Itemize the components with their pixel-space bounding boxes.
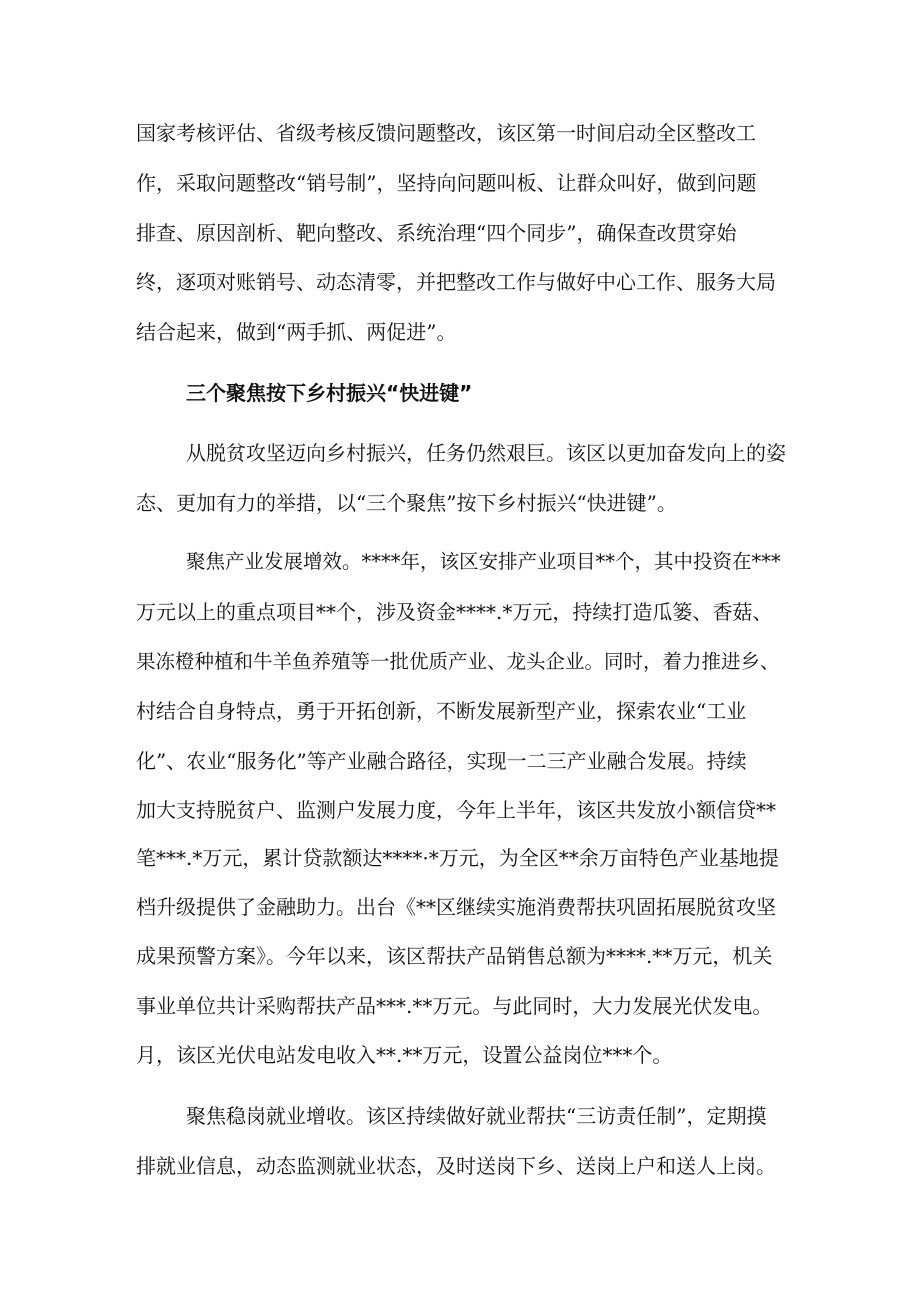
- paragraph-3-line-5: 化”、农业“服务化”等产业融合路径，实现一二三产业融合发展。持续: [136, 749, 747, 773]
- paragraph-3-line-2: 万元以上的重点项目**个，涉及资金****.*万元，持续打造瓜篓、香菇、: [136, 600, 773, 624]
- paragraph-2-line-2: 态、更加有力的举措，以“三个聚焦”按下乡村振兴“快进键”。: [136, 491, 677, 515]
- paragraph-1-line-5: 结合起来，做到“两手抓、两促进”。: [136, 320, 457, 344]
- paragraph-1-line-1: 国家考核评估、省级考核反馈问题整改，该区第一时间启动全区整改工: [136, 121, 756, 145]
- paragraph-1-line-3: 排查、原因剖析、靶向整改、系统治理“四个同步”，确保查改贯穿始: [136, 221, 737, 245]
- paragraph-3-line-10: 事业单位共计采购帮扶产品***.**万元。与此同时，大力发展光伏发电。: [136, 994, 773, 1018]
- paragraph-3-line-3: 果冻橙种植和牛羊鱼养殖等一批优质产业、龙头企业。同时，着力推进乡、: [136, 650, 780, 673]
- paragraph-2-line-1: 从脱贫攻坚迈向乡村振兴，任务仍然艰巨。该区以更加奋发向上的姿: [186, 441, 786, 465]
- paragraph-3-line-11: 月，该区光伏电站发电收入**.**万元，设置公益岗位***个。: [136, 1043, 673, 1067]
- paragraph-3-line-1: 聚焦产业发展增效。****年，该区安排产业项目**个，其中投资在***: [186, 550, 781, 573]
- paragraph-4-line-2: 排就业信息，动态监测就业状态，及时送岗下乡、送岗上户和送人上岗。: [136, 1154, 776, 1178]
- paragraph-3-line-6: 加大支持脱贫户、监测户发展力度，今年上半年，该区共发放小额信贷**: [136, 798, 776, 822]
- section-heading: 三个聚焦按下乡村振兴“快进键”: [186, 381, 473, 405]
- paragraph-3-line-9: 成果预警方案》。今年以来，该区帮扶产品销售总额为****.**万元，机关: [136, 944, 773, 968]
- paragraph-3-line-4: 村结合自身特点，勇于开拓创新，不断发展新型产业，探索农业“工业: [136, 699, 747, 723]
- paragraph-1-line-2: 作，采取问题整改“销号制”，坚持向问题叫板、让群众叫好，做到问题: [136, 171, 757, 195]
- paragraph-4-line-1: 聚焦稳岗就业增收。该区持续做好就业帮扶“三访责任制”，定期摸: [186, 1104, 767, 1128]
- paragraph-3-line-7: 笔***.*万元，累计贷款额达****·*万元，为全区**余万亩特色产业基地提: [136, 846, 779, 870]
- paragraph-3-line-8: 档升级提供了金融助力。出台《**区继续实施消费帮扶巩固拓展脱贫攻坚: [136, 895, 776, 919]
- paragraph-1-line-4: 终，逐项对账销号、动态清零，并把整改工作与做好中心工作、服务大局: [136, 270, 776, 294]
